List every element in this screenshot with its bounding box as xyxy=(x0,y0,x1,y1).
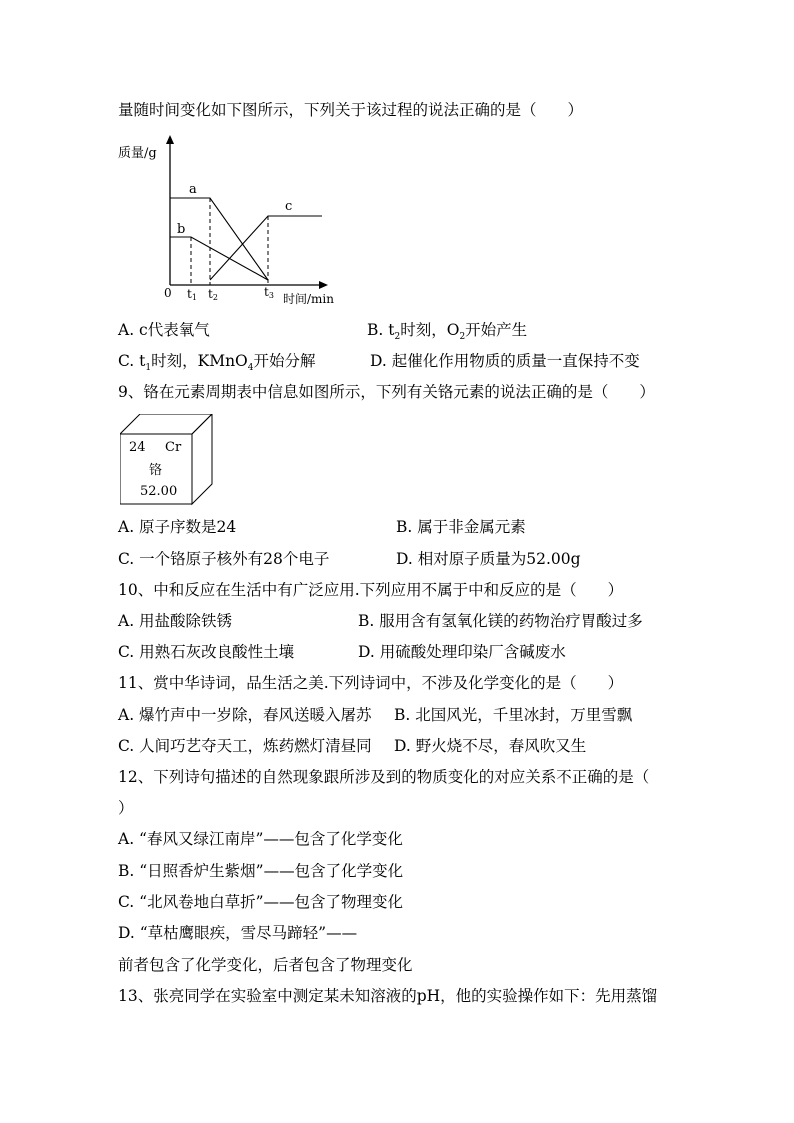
q10-option-c: C. 用熟石灰改良酸性土壤 xyxy=(118,643,295,661)
label-c: c xyxy=(285,199,293,214)
q12-option-d-cont: 前者包含了化学变化，后者包含了物理变化 xyxy=(118,956,413,974)
element-symbol: Cr xyxy=(165,440,182,455)
q11-option-d: D. 野火烧不尽，春风吹又生 xyxy=(394,737,587,755)
element-number: 24 xyxy=(129,440,146,455)
q12-option-b: B. “日照香炉生紫烟”——包含了化学变化 xyxy=(118,862,404,880)
q12-stem-cont: ） xyxy=(118,799,134,817)
t1-label: t1 xyxy=(187,287,197,302)
q12-option-d: D. “草枯鹰眼疾，雪尽马蹄轻”—— xyxy=(118,924,358,942)
q11-option-a: A. 爆竹声中一岁除，春风送暖入屠苏 xyxy=(118,706,372,724)
origin-label: 0 xyxy=(164,286,172,300)
q12-option-a: A. “春风又绿江南岸”——包含了化学变化 xyxy=(118,830,403,848)
q9-option-a: A. 原子序数是24 xyxy=(118,518,237,536)
line-a xyxy=(170,198,268,280)
t2-label: t2 xyxy=(208,287,218,302)
line-c xyxy=(210,216,322,280)
q12-stem: 12、下列诗句描述的自然现象跟所涉及到的物质变化的对应关系不正确的是（ xyxy=(118,768,650,786)
q8-option-a: A. c代表氧气 xyxy=(118,321,210,339)
q9-stem: 9、铬在元素周期表中信息如图所示，下列有关铬元素的说法正确的是（ ） xyxy=(118,383,655,401)
y-axis-label: 质量/g xyxy=(118,146,157,161)
q8-option-b: B. $t_2$时刻，$O_2$开始产生 xyxy=(367,321,528,343)
t3-label: t3 xyxy=(264,285,274,300)
x-axis-arrow xyxy=(319,281,328,289)
label-a: a xyxy=(189,182,197,197)
element-mass: 52.00 xyxy=(140,484,178,499)
q10-option-b: B. 服用含有氢氧化镁的药物治疗胃酸过多 xyxy=(358,612,643,630)
q12-option-c: C. “北风卷地白草折”——包含了物理变化 xyxy=(118,893,404,911)
q9-option-c: C. 一个铬原子核外有28个电子 xyxy=(118,550,330,568)
q11-option-c: C. 人间巧艺夺天工，炼药燃灯清昼同 xyxy=(118,737,372,755)
element-name: 铬 xyxy=(149,463,163,478)
q9-option-b: B. 属于非金属元素 xyxy=(396,518,526,536)
q11-option-b: B. 北国风光，千里冰封，万里雪飘 xyxy=(394,706,633,724)
element-tile-chromium xyxy=(120,414,220,506)
q8-option-c: C. $t_1$时刻，KMnO$_4$开始分解 xyxy=(118,352,316,374)
q8-option-d: D. 起催化作用物质的质量一直保持不变 xyxy=(370,352,640,370)
q9-option-d: D. 相对原子质量为52.00g xyxy=(396,550,581,568)
x-axis-label: 时间/min xyxy=(283,292,334,306)
q13-stem: 13、张亮同学在实验室中测定某未知溶液的pH，他的实验操作如下：先用蒸馏 xyxy=(118,987,658,1005)
q10-option-d: D. 用硫酸处理印染厂含碱废水 xyxy=(358,643,566,661)
y-axis-arrow xyxy=(166,135,174,144)
q11-stem: 11、赏中华诗词，品生活之美.下列诗词中，不涉及化学变化的是（ ） xyxy=(118,674,624,692)
q8-mass-time-graph xyxy=(110,130,350,310)
q10-option-a: A. 用盐酸除铁锈 xyxy=(118,612,233,630)
label-b: b xyxy=(177,222,186,237)
q10-stem: 10、中和反应在生活中有广泛应用.下列应用不属于中和反应的是（ ） xyxy=(118,581,624,599)
q8-stem: 量随时间变化如下图所示，下列关于该过程的说法正确的是（ ） xyxy=(118,101,584,119)
